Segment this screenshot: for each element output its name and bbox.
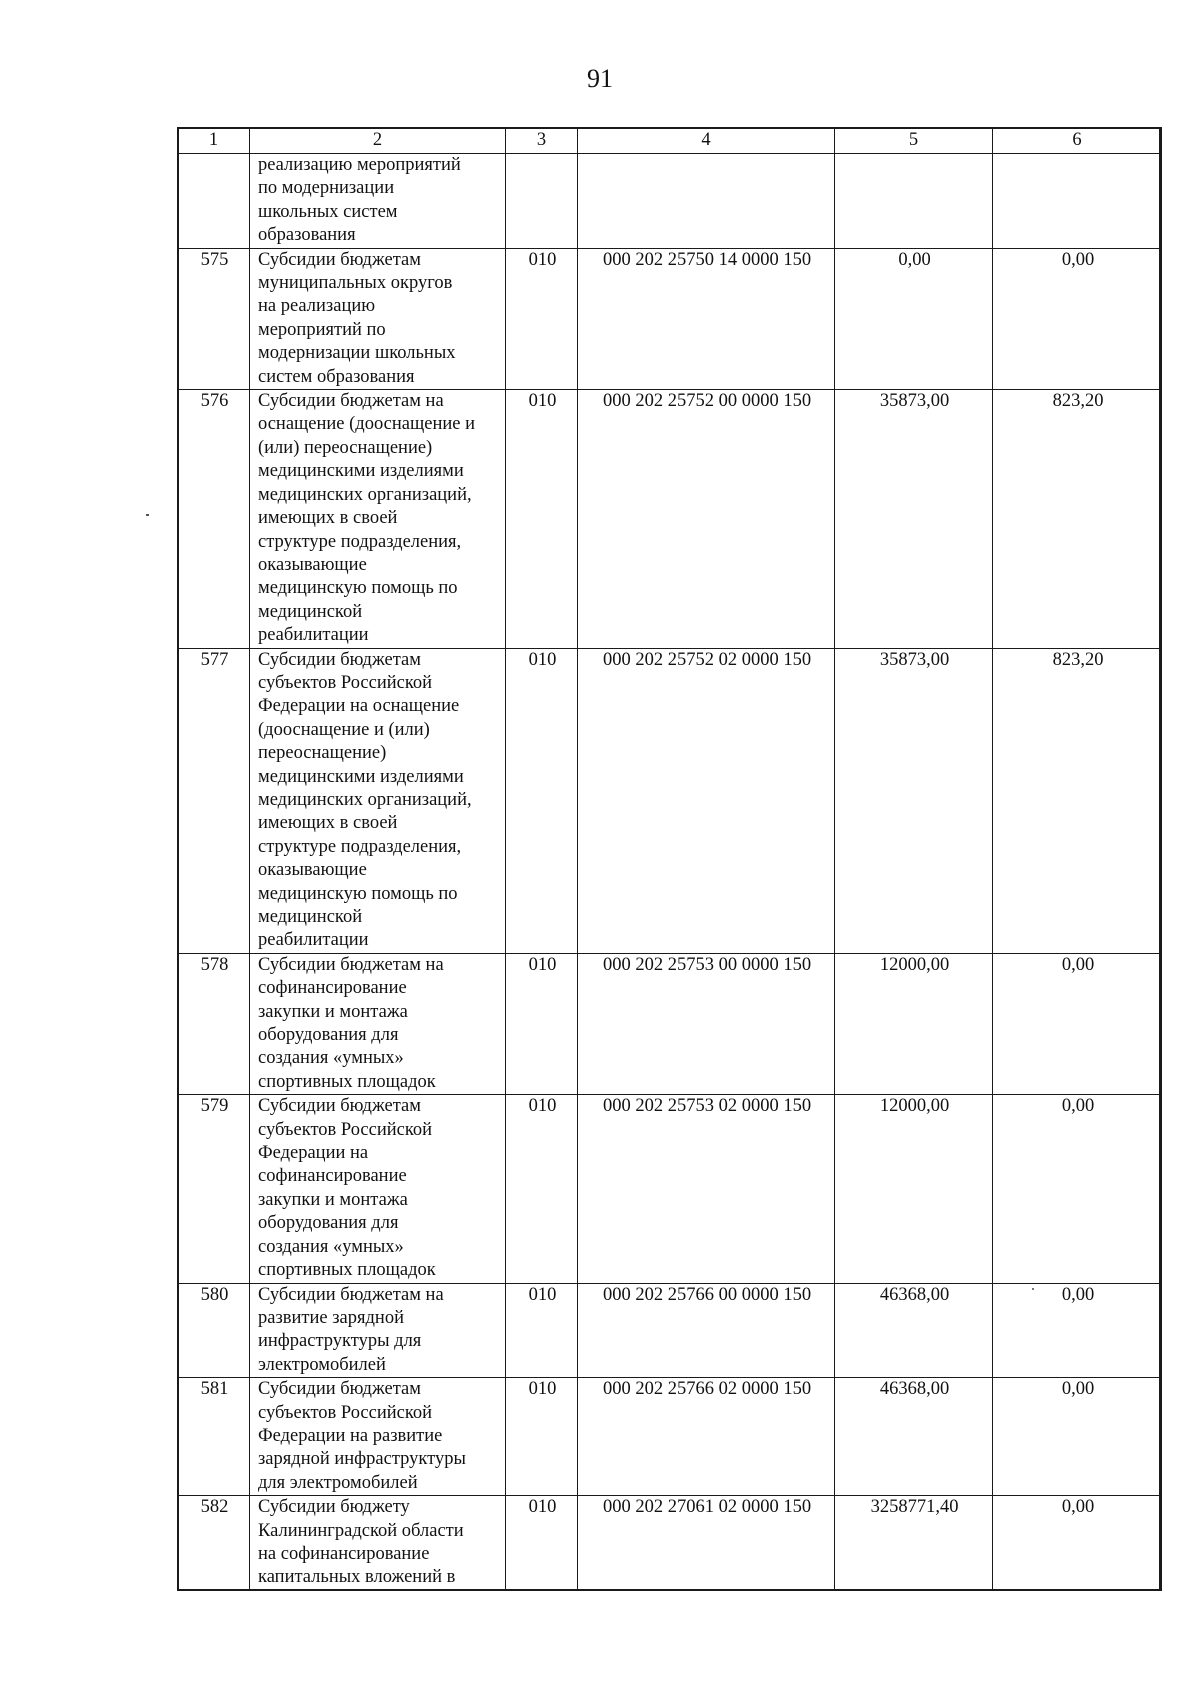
description-line: имеющих в своей (258, 508, 398, 529)
description-line: субъектов Российской (258, 672, 433, 693)
row-kbk: 000 202 27061 02 0000 150 (578, 1496, 835, 1591)
row-number: 582 (178, 1496, 250, 1591)
row-description (250, 1496, 506, 1591)
row-amount-6: 0,00 (993, 1496, 1162, 1591)
row-code: 010 (506, 1378, 578, 1496)
row-amount-5: 35873,00 (835, 390, 993, 648)
table-row (178, 648, 1162, 953)
description-line: систем образования (258, 366, 415, 387)
row-code (506, 154, 578, 249)
row-amount-6: 0,00 (993, 1378, 1162, 1496)
table-row (178, 1095, 1162, 1283)
row-amount-5: 35873,00 (835, 648, 993, 953)
description-line: для электромобилей (258, 1472, 418, 1493)
row-amount-5: 46368,00 (835, 1378, 993, 1496)
description-line: оборудования для (258, 1213, 399, 1234)
description-line: оснащение (дооснащение и (258, 414, 475, 435)
table-row-continuation (178, 154, 1162, 249)
description-line: спортивных площадок (258, 1260, 436, 1281)
description-line: на реализацию (258, 296, 376, 317)
row-code: 010 (506, 1496, 578, 1591)
description-line: по модернизации (258, 178, 395, 199)
header-row (178, 128, 1162, 154)
description-line: Федерации на оснащение (258, 696, 460, 717)
description-line: Субсидии бюджетам на (258, 954, 444, 975)
table-row (178, 248, 1162, 389)
description-line: реализацию мероприятий (258, 155, 461, 175)
row-code: 010 (506, 1095, 578, 1283)
description-line: медицинских организаций, (258, 484, 472, 505)
row-code: 010 (506, 1283, 578, 1378)
row-description (250, 390, 506, 648)
description-line: Субсидии бюджетам (258, 1379, 421, 1400)
row-amount-6: 0,00 (993, 953, 1162, 1094)
row-kbk: 000 202 25752 02 0000 150 (578, 648, 835, 953)
description-line: софинансирование (258, 1166, 407, 1187)
row-code: 010 (506, 248, 578, 389)
description-line: Федерации на (258, 1143, 369, 1164)
description-line: медицинскими изделиями (258, 461, 464, 482)
description-line: медицинских организаций, (258, 789, 472, 810)
description-line: развитие зарядной (258, 1307, 404, 1328)
table-header (178, 128, 1162, 154)
scan-artifact (146, 514, 149, 516)
row-amount-5 (835, 154, 993, 249)
column-header-2: 2 (250, 128, 506, 154)
column-header-5: 5 (835, 128, 993, 154)
row-description (250, 248, 506, 389)
scan-artifact (1032, 1288, 1034, 1290)
description-line: зарядной инфраструктуры (258, 1449, 466, 1470)
row-description (250, 648, 506, 953)
description-line: Субсидии бюджетам (258, 1096, 421, 1117)
description-line: медицинской (258, 601, 363, 622)
table-body (178, 154, 1162, 1591)
description-line: медицинскими изделиями (258, 766, 464, 787)
row-amount-6: 823,20 (993, 648, 1162, 953)
description-line: (дооснащение и (или) (258, 719, 430, 740)
row-number (178, 154, 250, 249)
row-number: 577 (178, 648, 250, 953)
description-line: Федерации на развитие (258, 1425, 443, 1446)
row-description (250, 1095, 506, 1283)
row-description (250, 1283, 506, 1378)
description-line: реабилитации (258, 930, 369, 951)
row-kbk: 000 202 25766 00 0000 150 (578, 1283, 835, 1378)
table-row (178, 1283, 1162, 1378)
description-line: медицинскую помощь по (258, 578, 458, 599)
description-line: имеющих в своей (258, 813, 398, 834)
row-amount-6: 0,00 (993, 1095, 1162, 1283)
description-line: реабилитации (258, 625, 369, 646)
row-kbk: 000 202 25766 02 0000 150 (578, 1378, 835, 1496)
description-line: мероприятий по (258, 319, 386, 340)
description-line: капитальных вложений в (258, 1567, 456, 1588)
description-line: Калининградской области (258, 1520, 464, 1541)
description-line: образования (258, 225, 356, 246)
description-line: переоснащение) (258, 743, 387, 764)
description-line: оказывающие (258, 860, 367, 881)
row-number: 576 (178, 390, 250, 648)
row-number: 578 (178, 953, 250, 1094)
row-description (250, 154, 506, 249)
description-line: школьных систем (258, 201, 398, 222)
description-line: оказывающие (258, 554, 367, 575)
row-code: 010 (506, 648, 578, 953)
description-line: модернизации школьных (258, 343, 456, 364)
row-amount-6: 0,00 (993, 1283, 1162, 1378)
description-line: спортивных площадок (258, 1071, 436, 1092)
column-header-4: 4 (578, 128, 835, 154)
table-row (178, 1496, 1162, 1591)
row-kbk: 000 202 25752 00 0000 150 (578, 390, 835, 648)
description-line: Субсидии бюджету (258, 1497, 410, 1518)
row-number: 575 (178, 248, 250, 389)
description-line: закупки и монтажа (258, 1001, 408, 1022)
description-line: Субсидии бюджетам на (258, 1284, 444, 1305)
description-line: структуре подразделения, (258, 531, 462, 552)
description-line: электромобилей (258, 1354, 386, 1375)
table-row (178, 390, 1162, 648)
row-kbk: 000 202 25750 14 0000 150 (578, 248, 835, 389)
description-line: создания «умных» (258, 1236, 404, 1257)
description-line: медицинской (258, 907, 363, 927)
description-line: инфраструктуры для (258, 1331, 422, 1352)
column-header-6: 6 (993, 128, 1162, 154)
row-description (250, 953, 506, 1094)
table-row (178, 1378, 1162, 1496)
row-number: 580 (178, 1283, 250, 1378)
row-amount-5: 0,00 (835, 248, 993, 389)
row-amount-6: 0,00 (993, 248, 1162, 389)
description-line: (или) переоснащение) (258, 437, 433, 458)
row-amount-5: 46368,00 (835, 1283, 993, 1378)
description-line: Субсидии бюджетам на (258, 391, 444, 412)
column-header-1: 1 (178, 128, 250, 154)
description-line: Субсидии бюджетам (258, 249, 421, 270)
description-line: создания «умных» (258, 1048, 404, 1069)
row-number: 581 (178, 1378, 250, 1496)
table-row (178, 953, 1162, 1094)
description-line: софинансирование (258, 978, 407, 999)
row-number: 579 (178, 1095, 250, 1283)
row-amount-6: 823,20 (993, 390, 1162, 648)
description-line: муниципальных округов (258, 273, 453, 294)
description-line: на софинансирование (258, 1543, 430, 1564)
description-line: Субсидии бюджетам (258, 649, 421, 670)
row-kbk: 000 202 25753 02 0000 150 (578, 1095, 835, 1283)
description-line: закупки и монтажа (258, 1189, 408, 1210)
row-code: 010 (506, 953, 578, 1094)
budget-table (177, 127, 1162, 1591)
description-line: субъектов Российской (258, 1402, 433, 1423)
description-line: медицинскую помощь по (258, 883, 458, 904)
row-description (250, 1378, 506, 1496)
row-amount-6 (993, 154, 1162, 249)
description-line: оборудования для (258, 1025, 399, 1046)
row-amount-5: 3258771,40 (835, 1496, 993, 1591)
description-line: структуре подразделения, (258, 836, 462, 857)
row-amount-5: 12000,00 (835, 953, 993, 1094)
row-amount-5: 12000,00 (835, 1095, 993, 1283)
column-header-3: 3 (506, 128, 578, 154)
row-code: 010 (506, 390, 578, 648)
row-kbk: 000 202 25753 00 0000 150 (578, 953, 835, 1094)
description-line: субъектов Российской (258, 1119, 433, 1140)
row-kbk (578, 154, 835, 249)
page-number: 91 (587, 64, 613, 93)
